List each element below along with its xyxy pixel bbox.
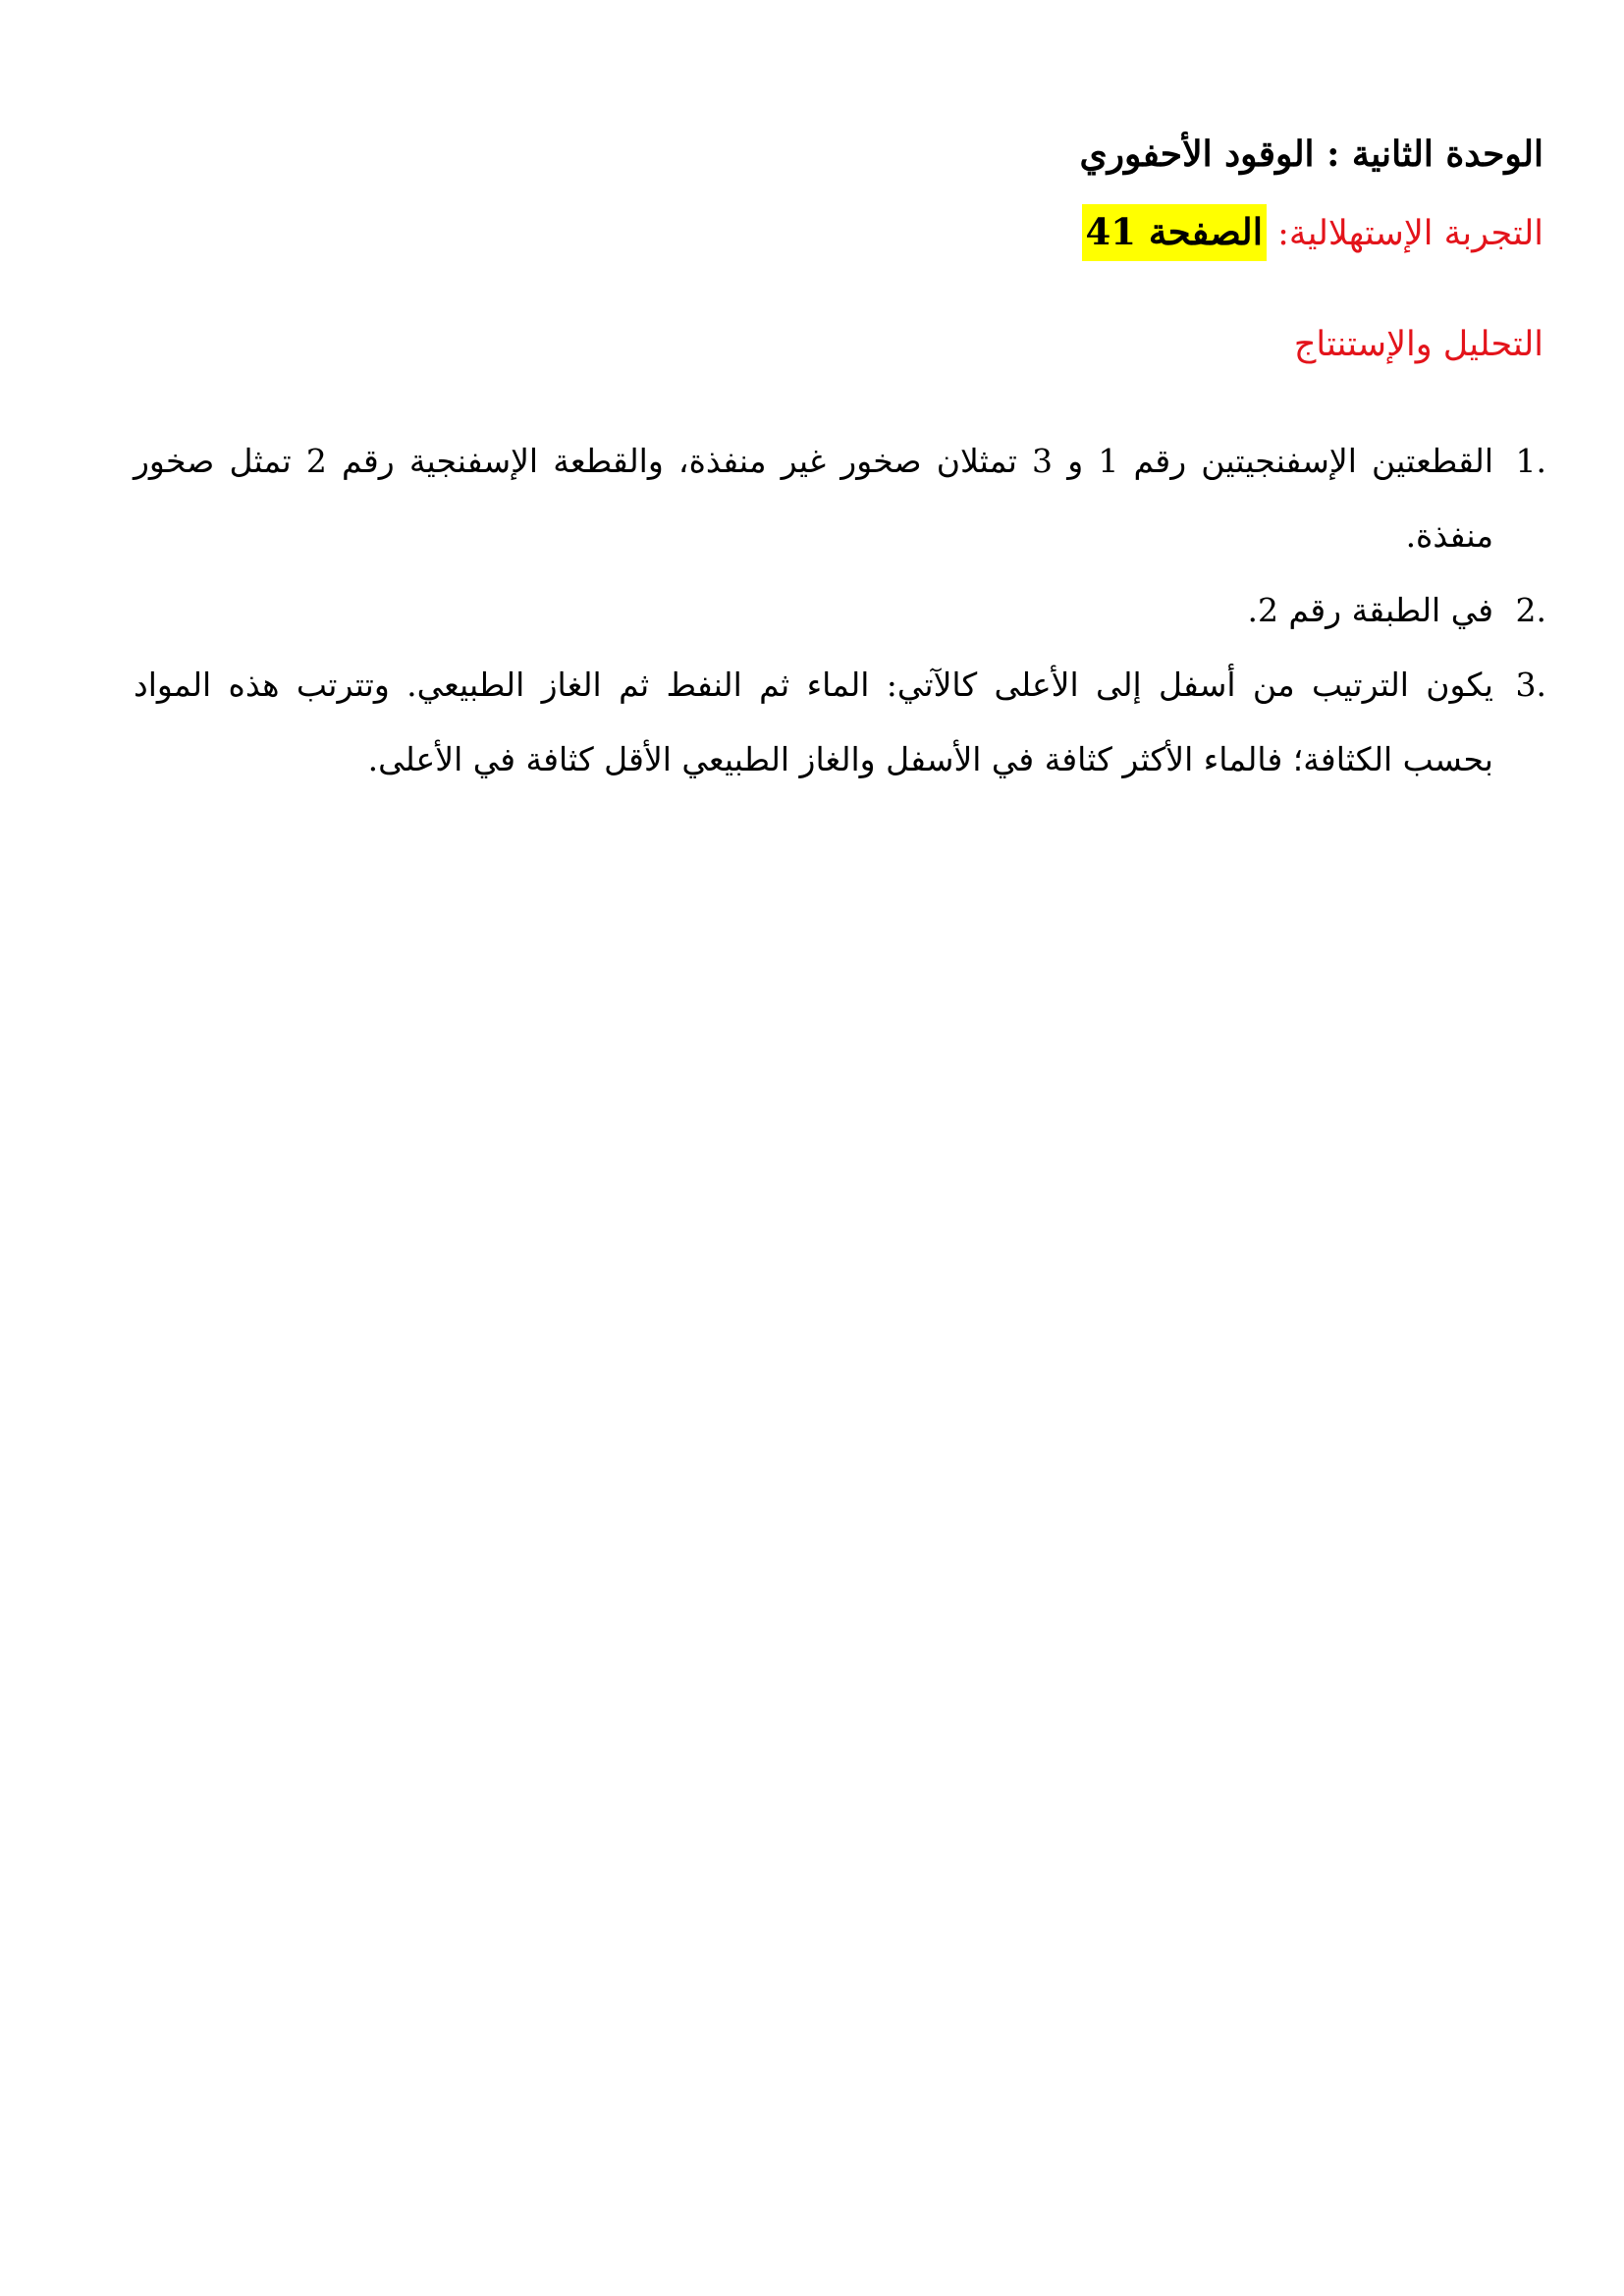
answers-list (134, 424, 1546, 797)
answer-number: 2. (1515, 591, 1546, 629)
answer-text: القطعتين الإسفنجيتين رقم 1 و 3 تمثلان صخور غير منفذة، والقطعة الإسفنجية رقم 2 تمثل صخور منفذة. (134, 442, 1493, 555)
answer-number: 1. (1515, 442, 1546, 480)
experiment-label: التجربة الإستهلالية: (1277, 214, 1543, 253)
page-reference-highlight: الصفحة 41 (1082, 204, 1267, 261)
unit-title: الوحدة الثانية : الوقود الأحفوري (1079, 133, 1543, 176)
answer-text: يكون الترتيب من أسفل إلى الأعلى كالآتي: الماء ثم النفط ثم الغاز الطبيعي. وتترتب هذه المواد بحسب الكثافة؛ فالماء الأكثر كثافة في الأسفل والغاز الطبيعي الأقل كثافة في الأعلى. (134, 666, 1493, 778)
answer-text: في الطبقة رقم 2. (1247, 591, 1493, 629)
answer-item-2 (134, 573, 1546, 648)
experiment-heading (169, 210, 1543, 254)
answer-number: 3. (1515, 666, 1546, 704)
analysis-conclusion-heading: التحليل والإستنتاج (1293, 325, 1543, 364)
answer-item-1 (134, 424, 1546, 573)
answer-item-3 (134, 648, 1546, 797)
